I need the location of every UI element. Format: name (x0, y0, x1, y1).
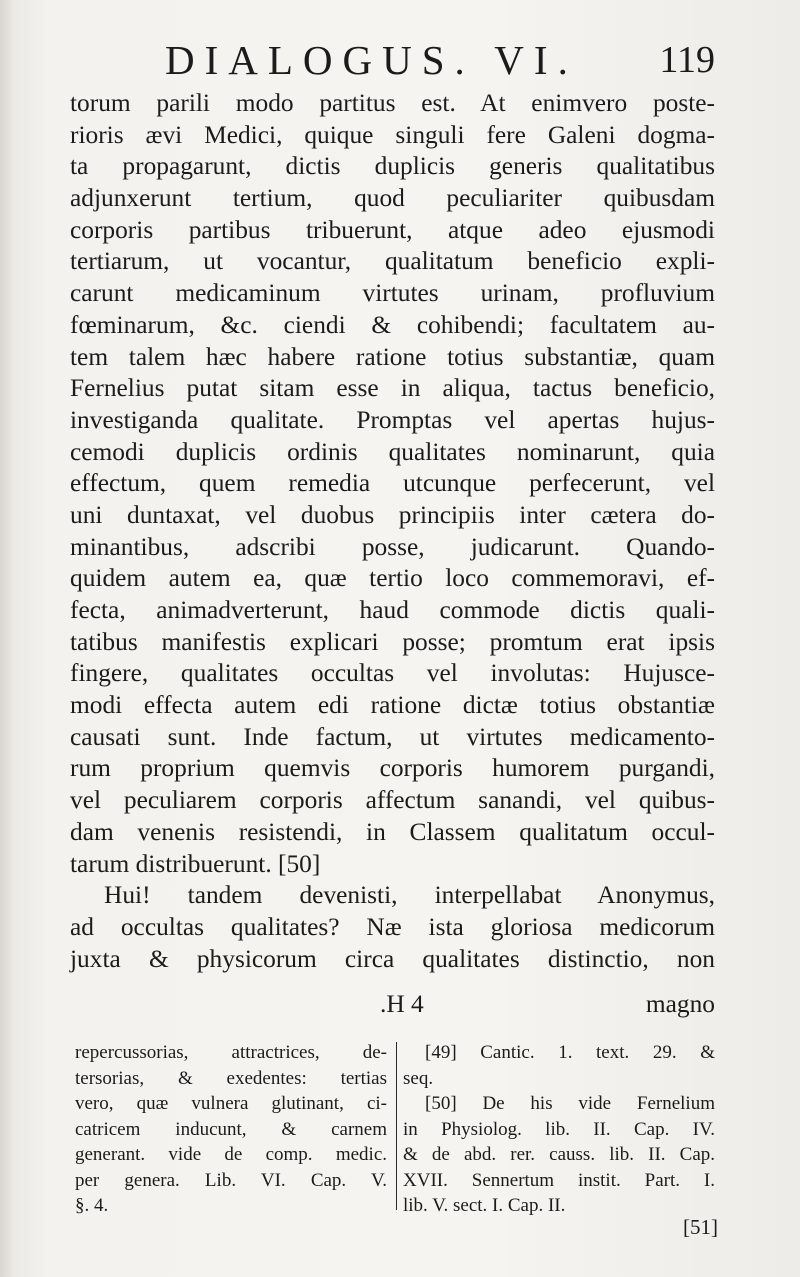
footnote-line: lib. V. sect. I. Cap. II. (403, 1195, 566, 1216)
text-line: modi effecta autem edi ratione dictæ totius obstantiæ (70, 691, 715, 720)
footnote-line: catricem inducunt, & carnem (75, 1118, 387, 1140)
text-line: vel peculiarem corporis affectum sanandi, vel quibus- (70, 786, 715, 815)
text-line: fecta, animadverterunt, haud commode dictis quali- (70, 596, 715, 624)
catchword: magno (645, 990, 715, 1018)
page-header (70, 36, 720, 86)
paragraph-start-line: Hui! tandem devenisti, interpellabat Anonymus, (104, 881, 715, 910)
footnote-column-right (403, 1040, 715, 1219)
page-gutter-shadow (0, 0, 14, 1277)
text-line: tatibus manifestis explicari posse; promtum erat ipsis (70, 627, 715, 656)
text-line: adjunxerunt tertium, quod peculiariter quibusdam (70, 184, 715, 213)
signature-mark: .H 4 (380, 990, 424, 1018)
paragraph-end-line: tarum distribuerunt. [50] (70, 849, 321, 878)
text-line: fœminarum, &c. ciendi & cohibendi; facultatem au- (70, 310, 715, 339)
text-line: Fernelius putat sitam esse in aliqua, tactus beneficio, (70, 374, 715, 403)
footnote-line: in Physiolog. lib. II. Cap. IV. (403, 1118, 715, 1140)
text-line: corporis partibus tribuerunt, atque adeo ejusmodi (70, 215, 715, 244)
text-line: tem talem hæc habere ratione totius substantiæ, quam (70, 342, 715, 371)
footnote-line: repercussorias, attractrices, de- (75, 1042, 387, 1063)
footnote-column-left (75, 1040, 387, 1219)
page-number: 119 (659, 39, 715, 81)
footnote-line: seq. (403, 1067, 434, 1089)
signature-row (70, 990, 715, 1022)
text-line: carunt medicaminum virtutes urinam, profluvium (70, 279, 715, 308)
text-line: rum proprium quemvis corporis humorem purgandi, (70, 754, 715, 783)
text-line: fingere, qualitates occultas vel involutas: Hujusce- (70, 659, 715, 688)
footnote-line: [50] De his vide Fernelium (425, 1093, 715, 1114)
text-line: tertiarum, ut vocantur, qualitatum beneficio expli- (70, 247, 715, 276)
footnote-line: per genera. Lib. VI. Cap. V. (75, 1169, 387, 1191)
text-line: uni duntaxat, vel duobus principiis inter cætera do- (70, 500, 715, 529)
text-line: rioris ævi Medici, quique singuli fere Galeni dogma- (70, 120, 715, 149)
text-line: ta propagarunt, dictis duplicis generis qualitatibus (70, 152, 715, 181)
text-line: ad occultas qualitates? Næ ista gloriosa medicorum (70, 912, 715, 941)
footnote-column-divider (396, 1042, 397, 1210)
footnote-line: vero, quæ vulnera glutinant, ci- (75, 1093, 387, 1114)
text-line: cemodi duplicis ordinis qualitates nominarunt, quia (70, 437, 715, 466)
footnote-line: tersorias, & exedentes: tertias (75, 1067, 387, 1089)
text-line: dam venenis resistendi, in Classem qualitatum occul- (70, 817, 715, 846)
main-text (70, 88, 715, 975)
text-line: quidem autem ea, quæ tertio loco commemoravi, ef- (70, 564, 715, 593)
footnotes (70, 1040, 720, 1215)
footnote-line: [49] Cantic. 1. text. 29. & (425, 1042, 715, 1063)
footnote-line: XVII. Sennertum instit. Part. I. (403, 1169, 715, 1191)
running-title: DIALOGUS. VI. (165, 37, 578, 83)
footnote-continuation-mark: [51] (683, 1215, 718, 1239)
text-line: minantibus, adscribi posse, judicarunt. Quando- (70, 532, 715, 561)
footnote-line: generant. vide de comp. medic. (75, 1144, 387, 1165)
text-line: investiganda qualitate. Promptas vel apertas hujus- (70, 405, 715, 434)
text-line: torum parili modo partitus est. At enimvero poste- (70, 89, 715, 117)
text-line: effectum, quem remedia utcunque perfecerunt, vel (70, 469, 715, 498)
text-line: juxta & physicorum circa qualitates distinctio, non (70, 944, 715, 973)
footnote-line: §. 4. (75, 1195, 109, 1216)
footnote-line: & de abd. rer. causs. lib. II. Cap. (403, 1144, 715, 1165)
text-line: causati sunt. Inde factum, ut virtutes medicamento- (70, 722, 715, 751)
